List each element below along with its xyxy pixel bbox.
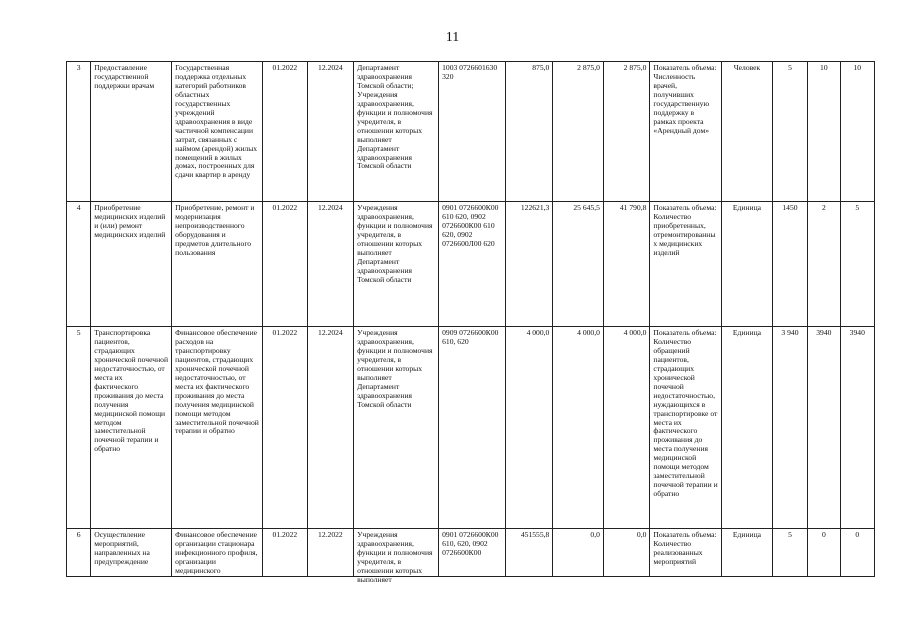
unit: Единица [722, 327, 773, 529]
value-3: 3940 [840, 327, 874, 529]
row-number: 4 [67, 202, 91, 327]
budget-code: 1003 0726601630 320 [439, 62, 506, 202]
unit: Единица [722, 529, 773, 577]
activity-name: Осуществление мероприятий, направленных на предупреждение [94, 530, 150, 566]
start-date: 01.2022 [263, 529, 307, 577]
value-2: 3940 [808, 327, 840, 529]
page-number: 11 [445, 30, 460, 45]
indicator: Показатель объема: Количество приобретенных, отремонтированных медицинских изделий [650, 202, 722, 327]
table-row [67, 202, 875, 327]
value-3: 10 [840, 62, 874, 202]
year2-amount: 41 790,8 [603, 202, 650, 327]
year1-amount: 0,0 [553, 529, 604, 577]
activity-description: Государственная поддержка отдельных категорий работников областных государственных учреждений здравоохранения в виде частичной компенсации затрат, связанных с наймом (арендой) жилых помещений в жилых домах, построенных для сдачи квартир в аренду [172, 62, 263, 202]
end-date: 12.2024 [307, 327, 354, 529]
budget-code: 0909 0726600К00 610, 620 [439, 327, 506, 529]
year1-amount: 25 645,5 [553, 202, 604, 327]
budget-code: 0901 0726600К00 610 620, 0902 0726600К00 610 620, 0902 0726600Л00 620 [439, 202, 506, 327]
value-2: 10 [808, 62, 840, 202]
executor: Департамент здравоохранения Томской области; Учреждения здравоохранения, функции и полномочия учредителя, в отношении которых выполняет Департамент здравоохранения Томской области [354, 62, 439, 202]
value-2: 0 [808, 529, 840, 577]
total-amount: 122621,3 [505, 202, 553, 327]
year2-amount: 4 000,0 [603, 327, 650, 529]
unit: Единица [722, 202, 773, 327]
value-3: 0 [840, 529, 874, 577]
indicator: Показатель объема: Количество реализованных мероприятий [653, 530, 717, 566]
activity-description: Финансовое обеспечение организации стационара инфекционного профиля, организации медицинского [175, 530, 258, 575]
value-1: 5 [772, 62, 807, 202]
row-number: 3 [67, 62, 91, 202]
table-row [67, 62, 875, 202]
end-date: 12.2024 [307, 62, 354, 202]
executor: Учреждения здравоохранения, функции и полномочия учредителя, в отношении которых выполняет Департамент здравоохранения Томской области [354, 202, 439, 327]
value-2: 2 [808, 202, 840, 327]
row-number: 6 [67, 529, 91, 577]
start-date: 01.2022 [263, 327, 307, 529]
total-amount: 4 000,0 [505, 327, 553, 529]
table-row [67, 327, 875, 529]
activity-name: Транспортировка пациентов, страдающих хронической почечной недостаточностью, от места их фактического проживания до места получения медицинской помощи методом заместительной почечной терапии и обратно [91, 327, 172, 529]
unit: Человек [722, 62, 773, 202]
executor: Учреждения здравоохранения, функции и полномочия учредителя, в отношении которых выполняет Департамент здравоохранения Томской области [354, 327, 439, 529]
total-amount: 875,0 [505, 62, 553, 202]
budget-code: 0901 0726600К00 610, 620, 0902 0726600К00 [442, 530, 499, 557]
table-row [67, 529, 875, 577]
activity-name: Предоставление государственной поддержки врачам [91, 62, 172, 202]
start-date: 01.2022 [263, 62, 307, 202]
indicator: Показатель объема: Количество обращений пациентов, страдающих хронической почечной недостаточностью, нуждающихся в транспортировке от места их фактического проживания до места получения медицинской помощи методом заместительной почечной терапии и обратно [650, 327, 722, 529]
activity-description: Финансовое обеспечение расходов на транспортировку пациентов, страдающих хронической почечной недостаточностью, от места их фактического проживания до места получения медицинской помощи методом заместительной почечной терапии и обратно [172, 327, 263, 529]
activity-description: Приобретение, ремонт и модернизация непроизводственного оборудования и предметов длительного пользования [172, 202, 263, 327]
value-3: 5 [840, 202, 874, 327]
program-activities-table [66, 61, 875, 584]
end-date: 12.2024 [307, 202, 354, 327]
value-1: 3 940 [772, 327, 807, 529]
activity-name: Приобретение медицинских изделий и (или) ремонт медицинских изделий [91, 202, 172, 327]
start-date: 01.2022 [263, 202, 307, 327]
year2-amount: 2 875,0 [603, 62, 650, 202]
end-date: 12.2022 [307, 529, 354, 577]
year1-amount: 4 000,0 [553, 327, 604, 529]
value-1: 1450 [772, 202, 807, 327]
total-amount: 451555,8 [505, 529, 553, 577]
year1-amount: 2 875,0 [553, 62, 604, 202]
row-number: 5 [67, 327, 91, 529]
executor: Учреждения здравоохранения, функции и полномочия учредителя, в отношении которых выполняет [357, 530, 433, 584]
value-1: 5 [772, 529, 807, 577]
year2-amount: 0,0 [603, 529, 650, 577]
indicator: Показатель объема: Численность врачей, получивших государственную поддержку в рамках проекта «Арендный дом» [650, 62, 722, 202]
